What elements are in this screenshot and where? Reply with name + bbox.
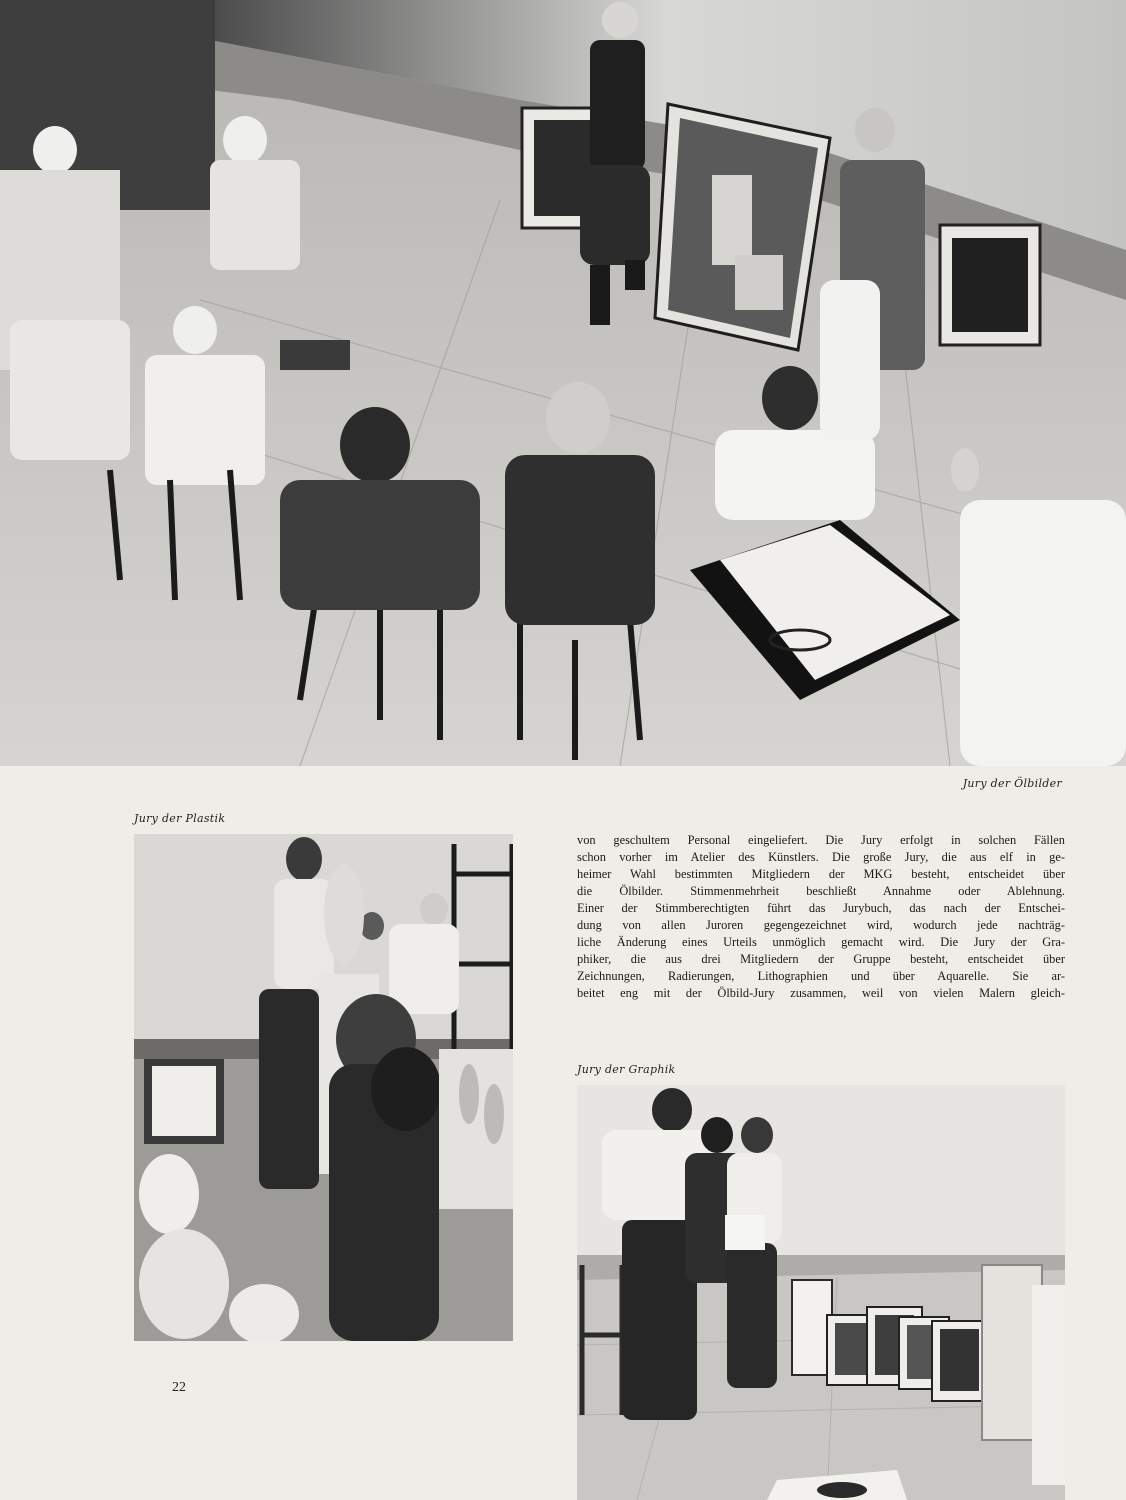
body-text-line: die Ölbilder. Stimmenmehrheit beschließt Annahme oder Ablehnung. (577, 884, 1065, 898)
page-number: 22 (172, 1380, 186, 1395)
photo-jury-graphik (577, 1085, 1065, 1500)
body-text-line: beitet eng mit der Ölbild-Jury zusammen, weil von vielen Malern gleich- (577, 986, 1065, 1000)
body-text (577, 832, 1065, 1002)
photo-jury-plastik (134, 834, 513, 1341)
caption-jury-plastik: Jury der Plastik (134, 812, 226, 825)
body-text-line: liche Änderung eines Urteils unmöglich gemacht wird. Die Jury der Gra- (577, 935, 1065, 949)
photo-jury-plastik-image (134, 834, 513, 1341)
caption-jury-oelbilder: Jury der Ölbilder (962, 777, 1062, 790)
caption-jury-graphik: Jury der Graphik (577, 1063, 676, 1076)
body-text-line: heimer Wahl bestimmten Mitgliedern der MKG besteht, entscheidet über (577, 867, 1065, 881)
body-text-line: von geschultem Personal eingeliefert. Die Jury erfolgt in solchen Fällen (577, 833, 1065, 847)
body-text-line: Zeichnungen, Radierungen, Lithographien und über Aquarelle. Sie ar- (577, 969, 1065, 983)
body-text-line: Einer der Stimmberechtigten führt das Jurybuch, das nach der Entschei- (577, 901, 1065, 915)
body-text-line: dung von allen Juroren gegengezeichnet wird, wodurch jede nachträg- (577, 918, 1065, 932)
photo-jury-graphik-image (577, 1085, 1065, 1500)
body-text-line: schon vorher im Atelier des Künstlers. Die große Jury, die aus elf in ge- (577, 850, 1065, 864)
body-text-line: phiker, die aus drei Mitgliedern der Gruppe besteht, entscheidet über (577, 952, 1065, 966)
